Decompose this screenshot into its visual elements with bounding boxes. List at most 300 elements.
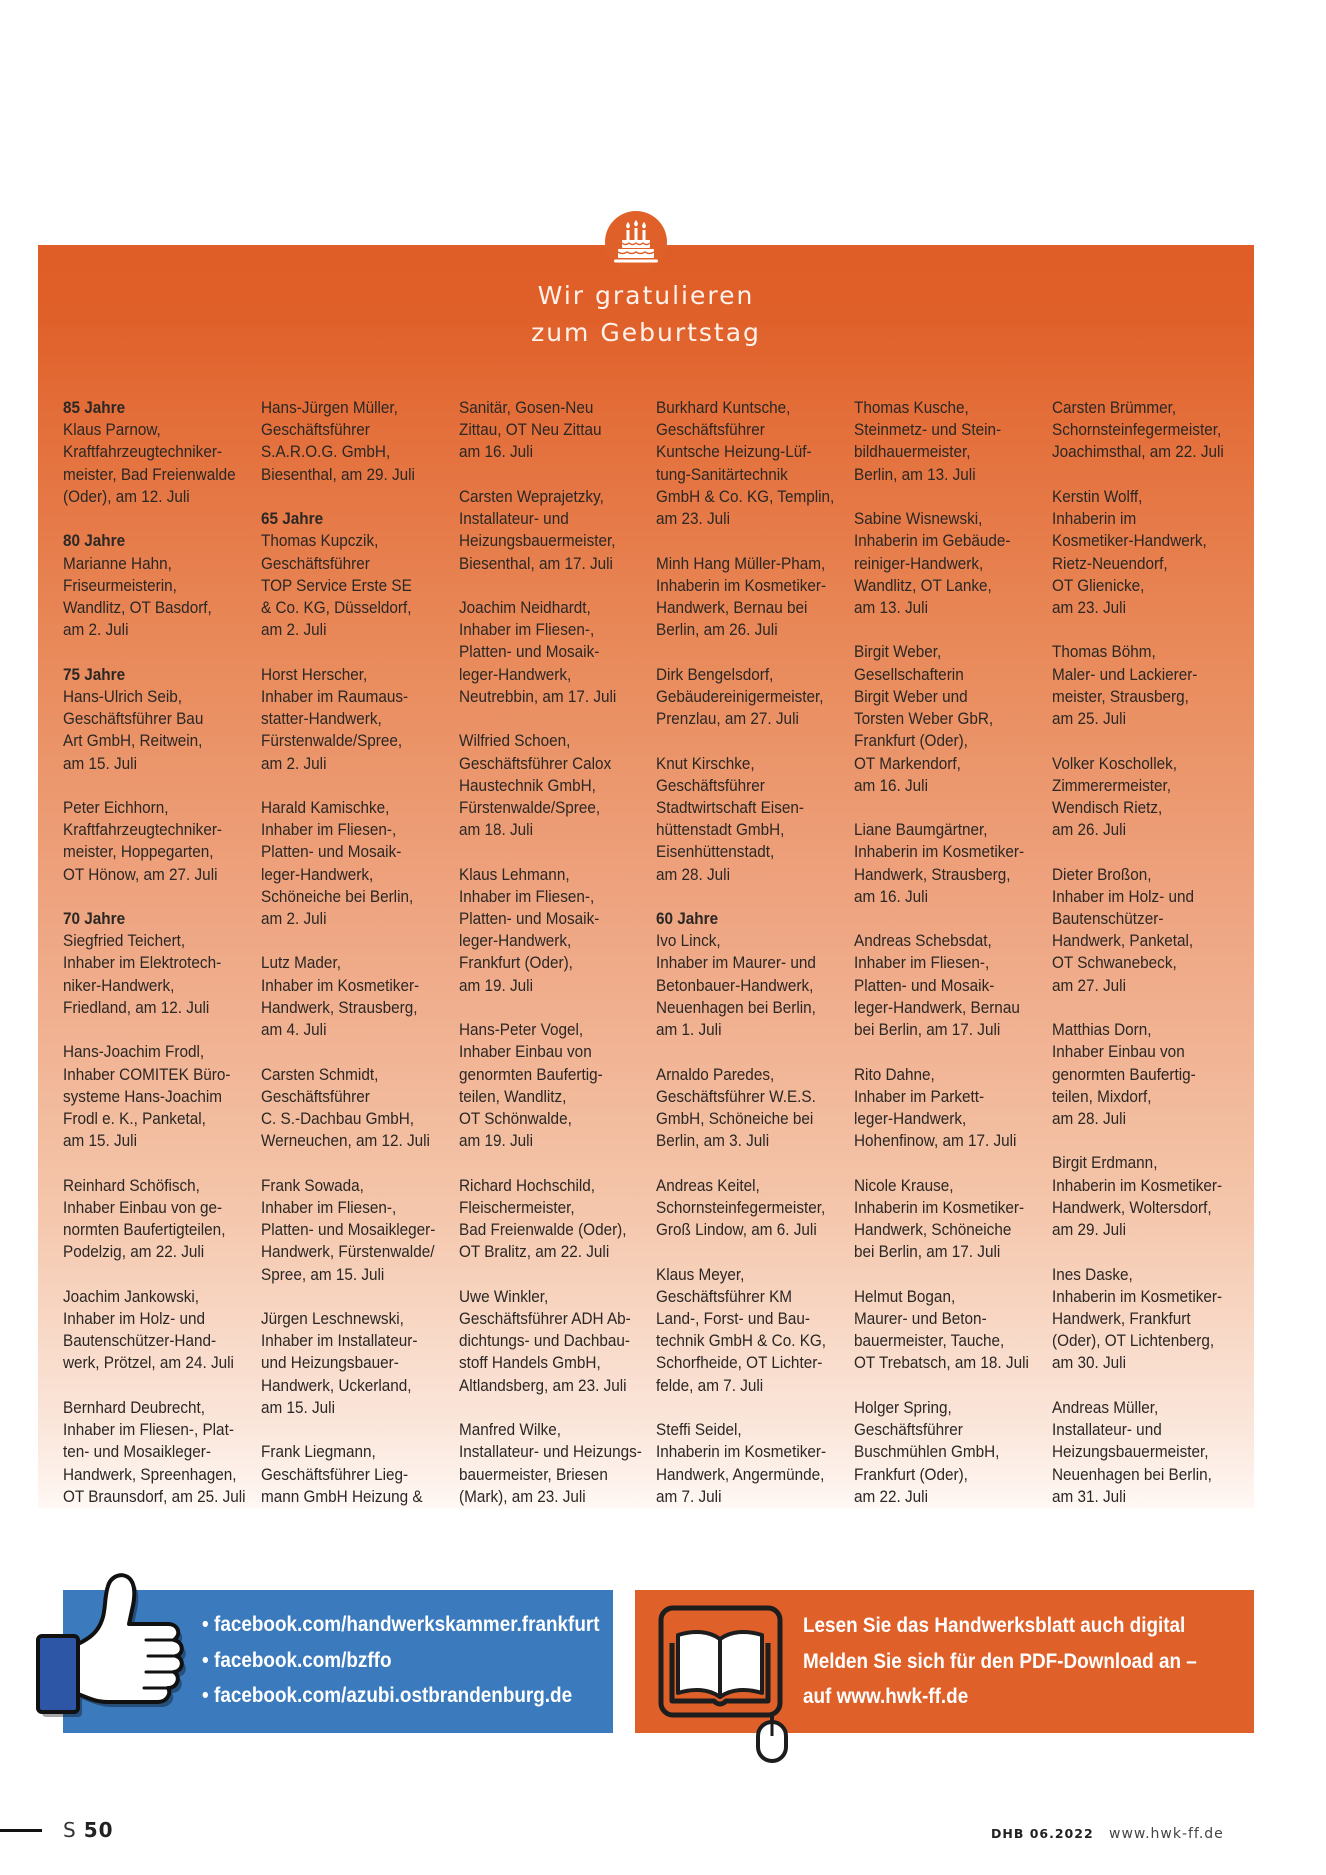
social-links-list — [202, 1607, 644, 1714]
entry-line: am 16. Juli — [854, 775, 929, 795]
entry-line: Frankfurt (Oder), — [458, 953, 573, 973]
entry-line: Geschäftsführer — [260, 553, 370, 573]
entry-line: Geschäftsführer Calox — [458, 753, 611, 773]
entry-line: Geschäftsführer — [656, 775, 766, 795]
entry-line: OT Markendorf, — [854, 753, 962, 773]
entry-line: Spree, am 15. Juli — [260, 1264, 385, 1284]
link-text[interactable]: facebook.com/bzffo — [214, 1648, 392, 1672]
birthday-entry — [1052, 641, 1230, 730]
birthday-cake-icon — [604, 210, 668, 274]
entry-line: Fürstenwalde/Spree, — [260, 731, 402, 751]
entry-line: Holger Spring, — [854, 1397, 952, 1417]
entry-line: (Mark), am 23. Juli — [458, 1486, 586, 1506]
entry-line: Rietz-Neuendorf, — [1051, 553, 1168, 573]
entry-line: Marianne Hahn, — [63, 553, 172, 573]
entry-line: tung-Sanitärtechnik — [656, 464, 789, 484]
birthday-entry — [458, 1419, 642, 1508]
entry-line: Inhaber im Fliesen-, — [260, 1197, 397, 1217]
entry-line: Kuntsche Heizung-Lüf- — [656, 442, 813, 462]
entry-line: Inhaberin im Kosmetiker- — [854, 1197, 1025, 1217]
birthday-entry — [1052, 1152, 1230, 1241]
entry-line: am 22. Juli — [854, 1486, 929, 1506]
entry-line: Bernhard Deubrecht, — [63, 1397, 206, 1417]
entry-line: Handwerk, Angermünde, — [656, 1464, 825, 1484]
birthday-entry — [656, 553, 834, 642]
entry-line: Neutrebbin, am 17. Juli — [458, 686, 616, 706]
entry-line: am 2. Juli — [260, 909, 327, 929]
entry-line: und Heizungsbauer- — [260, 1353, 399, 1373]
entry-line: Maler- und Lackierer- — [1051, 664, 1198, 684]
entry-line: Betonbauer-Handwerk, — [656, 975, 814, 995]
birthday-entry — [261, 1064, 439, 1153]
entry-line: am 19. Juli — [458, 1131, 533, 1151]
bullet: • — [202, 1648, 209, 1672]
entry-line: Joachim Jankowski, — [63, 1286, 200, 1306]
entry-line: am 27. Juli — [1051, 975, 1126, 995]
entry-line: Handwerk, Fürstenwalde/ — [260, 1242, 435, 1262]
age-group-heading: 60 Jahre — [656, 909, 719, 929]
entry-line: Inhaber im Kosmetiker- — [260, 975, 419, 995]
entry-line: Liane Baumgärtner, — [854, 820, 988, 840]
digital-line-3[interactable]: auf www.hwk-ff.de — [803, 1685, 969, 1708]
entry-line: Frank Liegmann, — [260, 1442, 376, 1462]
entry-line: Carsten Brümmer, — [1051, 398, 1177, 417]
entry-line: Biesenthal, am 29. Juli — [260, 464, 415, 484]
footer-website: www.hwk-ff.de — [1109, 1826, 1224, 1842]
birthday-entry — [854, 641, 1032, 797]
entry-line: Carsten Weprajetzky, — [458, 486, 604, 506]
entry-line: Inhaber im Raumaus- — [260, 686, 408, 706]
entry-line: Land-, Forst- und Bau- — [656, 1308, 811, 1328]
birthday-entry — [261, 1441, 439, 1508]
entry-line: Schorfheide, OT Lichter- — [656, 1353, 823, 1373]
entry-line: am 23. Juli — [1051, 597, 1126, 617]
entry-line: am 2. Juli — [260, 753, 327, 773]
entry-line: Geschäftsführer — [656, 420, 766, 440]
entry-line: (Oder), am 12. Juli — [63, 486, 190, 506]
birthday-column — [656, 397, 834, 1508]
entry-line: Ivo Linck, — [656, 931, 722, 951]
birthday-entry — [459, 730, 637, 841]
entry-line: Biesenthal, am 17. Juli — [458, 553, 613, 573]
entry-line: Inhaber Einbau von ge- — [63, 1197, 223, 1217]
birthday-entry — [1052, 753, 1230, 842]
entry-line: Rito Dahne, — [854, 1064, 935, 1084]
birthday-entry — [656, 1419, 834, 1508]
entry-line: Inhaber Einbau von — [458, 1042, 592, 1062]
bullet: • — [202, 1684, 209, 1707]
birthday-entry — [854, 1064, 1032, 1153]
entry-line: Harald Kamischke, — [260, 797, 390, 817]
entry-line: am 15. Juli — [260, 1397, 335, 1417]
entry-line: Burkhard Kuntsche, — [656, 398, 791, 417]
entry-line: Inhaberin im Kosmetiker- — [1051, 1286, 1223, 1306]
birthday-entry — [459, 864, 637, 997]
entry-line: Klaus Parnow, — [63, 420, 161, 440]
entry-line: Handwerk, Uckerland, — [260, 1375, 412, 1395]
entry-line: dichtungs- und Dachbau- — [458, 1331, 630, 1351]
age-group-entry — [63, 664, 241, 775]
birthday-entry — [459, 597, 637, 708]
entry-line: Birgit Weber und — [854, 686, 968, 706]
entry-line: Platten- und Mosaik- — [458, 642, 599, 662]
birthday-entry — [854, 397, 1032, 486]
entry-line: meister, Strausberg, — [1051, 686, 1189, 706]
birthday-column — [458, 397, 642, 1508]
page-number-value: 50 — [83, 1818, 114, 1842]
entry-line: am 19. Juli — [458, 975, 533, 995]
entry-line: Minh Hang Müller-Pham, — [656, 553, 826, 573]
entry-line: ten- und Mosaikleger- — [63, 1442, 211, 1462]
birthday-entry — [1052, 397, 1230, 464]
entry-line: Klaus Meyer, — [656, 1264, 745, 1284]
birthday-entry — [261, 952, 439, 1041]
panel-title-line-1: Wir gratulieren — [537, 281, 755, 310]
birthday-entry — [854, 819, 1032, 908]
birthday-entry — [459, 486, 637, 575]
entry-line: Inhaber im Installateur- — [260, 1331, 418, 1351]
entry-line: Peter Eichhorn, — [63, 797, 169, 817]
birthday-column — [1052, 397, 1230, 1508]
age-group-entry — [63, 530, 241, 641]
entry-line: Inhaberin im Kosmetiker- — [656, 1442, 827, 1462]
thumbs-up-icon — [34, 1570, 194, 1720]
entry-line: Schöneiche bei Berlin, — [260, 886, 414, 906]
entry-line: Handwerk, Panketal, — [1051, 931, 1194, 951]
entry-line: werk, Prötzel, am 24. Juli — [63, 1353, 234, 1373]
entry-line: Birgit Weber, — [854, 642, 942, 662]
entry-line: am 7. Juli — [656, 1486, 722, 1506]
entry-line: Geschäftsführer W.E.S. — [656, 1086, 817, 1106]
entry-line: am 28. Juli — [1051, 1109, 1126, 1128]
digital-line-1: Lesen Sie das Handwerksblatt auch digital — [803, 1614, 1186, 1637]
entry-line: Kosmetiker-Handwerk, — [1051, 531, 1207, 551]
entry-line: Andreas Schebsdat, — [854, 931, 992, 951]
entry-line: OT Schwanebeck, — [1051, 953, 1177, 973]
entry-line: Manfred Wilke, — [458, 1420, 561, 1440]
entry-line: stoff Handels GmbH, — [458, 1353, 601, 1373]
birthday-column — [261, 397, 439, 1508]
entry-line: Kraftfahrzeugtechniker- — [63, 442, 223, 462]
entry-line: Dirk Bengelsdorf, — [656, 664, 774, 684]
entry-line: Hans-Peter Vogel, — [458, 1020, 583, 1040]
birthday-list — [63, 397, 1250, 1508]
entry-line: am 4. Juli — [260, 1020, 327, 1040]
birthday-entry — [854, 1286, 1032, 1375]
birthday-entry — [854, 508, 1032, 619]
entry-line: Inhaberin im — [1051, 509, 1137, 529]
entry-line: Inhaberin im Kosmetiker- — [1051, 1175, 1223, 1195]
entry-line: Platten- und Mosaik- — [260, 842, 402, 862]
age-group-entry — [656, 908, 834, 1041]
age-group-entry — [63, 397, 241, 508]
entry-line: Ines Daske, — [1051, 1264, 1133, 1284]
age-group-heading: 65 Jahre — [260, 509, 323, 529]
entry-line: am 25. Juli — [1051, 709, 1126, 729]
link-text[interactable]: facebook.com/azubi.ostbrandenburg.de — [214, 1684, 573, 1707]
birthday-entry — [854, 1175, 1032, 1264]
entry-line: Hans-Jürgen Müller, — [260, 398, 398, 417]
entry-line: Lutz Mader, — [260, 953, 341, 973]
entry-line: am 26. Juli — [1051, 820, 1126, 840]
entry-line: am 30. Juli — [1051, 1353, 1126, 1373]
birthday-column — [854, 397, 1032, 1508]
entry-line: Schornsteinfegermeister, — [656, 1197, 826, 1217]
age-group-entry — [261, 508, 439, 641]
birthday-entry — [459, 397, 637, 464]
entry-line: am 15. Juli — [63, 1131, 137, 1151]
entry-line: Handwerk, Bernau bei — [656, 597, 808, 617]
age-group-entry — [63, 908, 241, 1019]
entry-line: genormten Baufertig- — [1051, 1064, 1196, 1084]
entry-line: Handwerk, Spreenhagen, — [63, 1464, 237, 1484]
entry-line: bei Berlin, am 17. Juli — [854, 1242, 1001, 1262]
entry-line: S.A.R.O.G. GmbH, — [260, 442, 391, 462]
entry-line: Wendisch Rietz, — [1051, 797, 1163, 817]
entry-line: am 2. Juli — [63, 620, 129, 640]
entry-line: OT Braunsdorf, am 25. Juli — [63, 1486, 246, 1506]
entry-line: Berlin, am 13. Juli — [854, 464, 976, 484]
entry-line: am 29. Juli — [1051, 1220, 1126, 1240]
entry-line: TOP Service Erste SE — [260, 575, 412, 595]
entry-line: Carsten Schmidt, — [260, 1064, 379, 1084]
entry-line: Wandlitz, OT Basdorf, — [63, 597, 212, 617]
entry-line: Inhaber im Holz- und — [1051, 886, 1195, 906]
age-group-heading: 80 Jahre — [63, 531, 126, 551]
birthday-entry — [854, 930, 1032, 1041]
birthday-entry — [1052, 1019, 1230, 1130]
entry-line: Altlandsberg, am 23. Juli — [458, 1375, 627, 1395]
entry-line: OT Trebatsch, am 18. Juli — [854, 1353, 1030, 1373]
facebook-link-bzffo[interactable] — [202, 1643, 600, 1679]
entry-line: Inhaber im Fliesen-, — [854, 953, 990, 973]
birthday-entry — [261, 797, 439, 930]
entry-line: systeme Hans-Joachim — [63, 1086, 223, 1106]
ebook-mouse-icon — [654, 1603, 794, 1765]
entry-line: Maurer- und Beton- — [854, 1308, 987, 1328]
entry-line: Schornsteinfegermeister, — [1051, 420, 1222, 440]
entry-line: Jürgen Leschnewski, — [260, 1308, 404, 1328]
birthday-entry — [1052, 1264, 1230, 1375]
bullet: • — [202, 1613, 209, 1636]
entry-line: & Co. KG, Düsseldorf, — [260, 597, 412, 617]
birthday-entry — [261, 664, 439, 775]
entry-line: Thomas Böhm, — [1051, 642, 1156, 662]
facebook-link-handwerkskammer[interactable] — [202, 1607, 600, 1643]
entry-line: Frankfurt (Oder), — [854, 1464, 969, 1484]
entry-line: Installateur- und — [458, 509, 569, 529]
entry-line: OT Hönow, am 27. Juli — [63, 864, 218, 884]
entry-line: (Oder), OT Lichtenberg, — [1051, 1331, 1215, 1351]
entry-line: Handwerk, Frankfurt — [1051, 1308, 1191, 1328]
birthday-entry — [63, 1175, 241, 1264]
entry-line: Hohenfinow, am 17. Juli — [854, 1131, 1017, 1151]
entry-line: Inhaber im Holz- und — [63, 1308, 206, 1328]
entry-line: Inhaber Einbau von — [1051, 1042, 1185, 1062]
entry-line: Groß Lindow, am 6. Juli — [656, 1220, 818, 1240]
entry-line: Handwerk, Schöneiche — [854, 1220, 1012, 1240]
entry-line: am 15. Juli — [63, 753, 137, 773]
entry-line: Inhaber COMITEK Büro- — [63, 1064, 231, 1084]
entry-line: OT Glienicke, — [1051, 575, 1145, 595]
entry-line: am 23. Juli — [656, 509, 731, 529]
entry-line: Joachimsthal, am 22. Juli — [1051, 442, 1224, 462]
entry-line: Sabine Wisnewski, — [854, 509, 983, 529]
entry-line: OT Bralitz, am 22. Juli — [458, 1242, 609, 1262]
entry-line: reiniger-Handwerk, — [854, 553, 984, 573]
entry-line: mann GmbH Heizung & — [260, 1486, 423, 1506]
entry-line: Helmut Bogan, — [854, 1286, 956, 1306]
entry-line: Knut Kirschke, — [656, 753, 756, 773]
entry-line: Handwerk, Strausberg, — [854, 864, 1011, 884]
birthday-entry — [1052, 1397, 1230, 1508]
birthday-entry — [63, 1041, 241, 1152]
entry-line: Installateur- und Heizungs- — [458, 1442, 642, 1462]
entry-line: bildhauermeister, — [854, 442, 971, 462]
entry-line: am 13. Juli — [854, 597, 929, 617]
entry-line: Friedland, am 12. Juli — [63, 997, 210, 1017]
entry-line: Inhaber im Elektrotech- — [63, 953, 222, 973]
entry-line: Geschäftsführer Bau — [63, 709, 204, 729]
entry-line: Zimmerermeister, — [1051, 775, 1171, 795]
entry-line: Hans-Joachim Frodl, — [63, 1042, 205, 1062]
entry-line: Handwerk, Woltersdorf, — [1051, 1197, 1212, 1217]
digital-line-2: Melden Sie sich für den PDF-Download an – — [803, 1649, 1197, 1673]
entry-line: Gebäudereinigermeister, — [656, 686, 824, 706]
age-group-heading: 75 Jahre — [63, 664, 126, 684]
entry-line: Neuenhagen bei Berlin, — [1051, 1464, 1212, 1484]
entry-line: Inhaber im Parkett- — [854, 1086, 985, 1106]
entry-line: am 2. Juli — [260, 620, 327, 640]
entry-line: Haustechnik GmbH, — [458, 775, 596, 795]
entry-line: Werneuchen, am 12. Juli — [260, 1131, 430, 1151]
page-number — [63, 1818, 114, 1842]
entry-line: Matthias Dorn, — [1051, 1020, 1152, 1040]
entry-line: Platten- und Mosaikleger- — [260, 1220, 436, 1240]
entry-line: Klaus Lehmann, — [458, 864, 570, 884]
age-group-heading: 70 Jahre — [63, 909, 126, 929]
birthday-entry — [656, 664, 834, 731]
entry-line: Podelzig, am 22. Juli — [63, 1242, 205, 1262]
entry-line: OT Schönwalde, — [458, 1109, 572, 1128]
entry-line: Frank Sowada, — [260, 1175, 364, 1195]
age-group-heading: 85 Jahre — [63, 398, 126, 417]
entry-line: C. S.-Dachbau GmbH, — [260, 1109, 414, 1128]
entry-line: Kerstin Wolff, — [1051, 486, 1143, 506]
entry-line: Siegfried Teichert, — [63, 931, 186, 951]
entry-line: Fleischermeister, — [458, 1197, 575, 1217]
birthday-entry — [854, 1397, 1032, 1508]
entry-line: teilen, Wandlitz, — [458, 1086, 567, 1106]
entry-line: normten Baufertigteilen, — [63, 1220, 226, 1240]
entry-line: Inhaber im Fliesen-, — [458, 620, 594, 640]
entry-line: Hans-Ulrich Seib, — [63, 686, 183, 706]
entry-line: bauermeister, Tauche, — [854, 1331, 1005, 1351]
entry-line: felde, am 7. Juli — [656, 1375, 764, 1395]
birthday-column — [63, 397, 246, 1508]
entry-line: leger-Handwerk, Bernau — [854, 997, 1021, 1017]
link-text[interactable]: facebook.com/handwerkskammer.frankfurt — [214, 1613, 600, 1636]
entry-line: am 16. Juli — [854, 886, 929, 906]
entry-line: Sanitär, Gosen-Neu — [458, 398, 593, 417]
entry-line: statter-Handwerk, — [260, 709, 382, 729]
entry-line: Friseurmeisterin, — [63, 575, 177, 595]
entry-line: leger-Handwerk, — [458, 931, 571, 951]
entry-line: Prenzlau, am 27. Juli — [656, 709, 800, 729]
entry-line: Handwerk, Strausberg, — [260, 997, 418, 1017]
facebook-link-azubi[interactable] — [202, 1678, 600, 1714]
entry-line: Inhaber im Fliesen-, — [458, 886, 594, 906]
entry-line: Bad Freienwalde (Oder), — [458, 1220, 627, 1240]
entry-line: Frankfurt (Oder), — [854, 731, 969, 751]
entry-line: am 31. Juli — [1051, 1486, 1126, 1506]
entry-line: Heizungsbauermeister, — [458, 531, 616, 551]
footer-rule — [0, 1829, 42, 1832]
entry-line: am 18. Juli — [458, 820, 533, 840]
entry-line: teilen, Mixdorf, — [1051, 1086, 1152, 1106]
entry-line: leger-Handwerk, — [854, 1109, 967, 1128]
birthday-entry — [63, 1397, 246, 1508]
entry-line: Geschäftsführer — [854, 1420, 964, 1440]
entry-line: am 16. Juli — [458, 442, 533, 462]
birthday-entry — [459, 1019, 637, 1152]
entry-line: Buschmühlen GmbH, — [854, 1442, 1000, 1462]
entry-line: GmbH & Co. KG, Templin, — [656, 486, 835, 506]
entry-line: Steffi Seidel, — [656, 1420, 743, 1440]
birthday-entry — [656, 753, 834, 886]
birthday-entry — [261, 1175, 439, 1286]
entry-line: Art GmbH, Reitwein, — [63, 731, 203, 751]
entry-line: Heizungsbauermeister, — [1051, 1442, 1209, 1462]
entry-line: Bautenschützer-Hand- — [63, 1331, 217, 1351]
entry-line: Wandlitz, OT Lanke, — [854, 575, 992, 595]
entry-line: Richard Hochschild, — [458, 1175, 595, 1195]
entry-line: leger-Handwerk, — [458, 664, 571, 684]
entry-line: Andreas Müller, — [1051, 1397, 1159, 1417]
entry-line: Dieter Broßon, — [1051, 864, 1152, 884]
birthday-entry — [1052, 864, 1230, 997]
panel-title-line-2: zum Geburtstag — [531, 318, 761, 347]
entry-line: Inhaberin im Gebäude- — [854, 531, 1011, 551]
entry-line: Joachim Neidhardt, — [458, 597, 591, 617]
entry-line: Inhaber im Fliesen-, — [260, 820, 397, 840]
entry-line: Thomas Kusche, — [854, 398, 969, 417]
birthday-entry — [459, 1175, 637, 1264]
entry-line: leger-Handwerk, — [260, 864, 374, 884]
entry-line: Stadtwirtschaft Eisen- — [656, 797, 805, 817]
entry-line: Kraftfahrzeugtechniker- — [63, 820, 223, 840]
birthday-entry — [656, 1264, 834, 1397]
entry-line: bauermeister, Briesen — [458, 1464, 608, 1484]
entry-line: Arnaldo Paredes, — [656, 1064, 775, 1084]
entry-line: Birgit Erdmann, — [1051, 1153, 1158, 1173]
entry-line: Fürstenwalde/Spree, — [458, 797, 600, 817]
birthday-entry — [656, 1064, 834, 1153]
entry-line: Volker Koschollek, — [1051, 753, 1177, 773]
entry-line: genormten Baufertig- — [458, 1064, 603, 1084]
entry-line: Frodl e. K., Panketal, — [63, 1109, 206, 1128]
entry-line: am 28. Juli — [656, 864, 731, 884]
entry-line: Torsten Weber GbR, — [854, 709, 994, 729]
birthday-entry — [261, 1308, 439, 1419]
entry-line: Berlin, am 3. Juli — [656, 1131, 770, 1151]
entry-line: GmbH, Schöneiche bei — [656, 1109, 814, 1128]
entry-line: Platten- und Mosaik- — [854, 975, 995, 995]
entry-line: hüttenstadt GmbH, — [656, 820, 785, 840]
entry-line: Inhaberin im Kosmetiker- — [656, 575, 827, 595]
entry-line: technik GmbH & Co. KG, — [656, 1331, 827, 1351]
entry-line: Inhaber im Fliesen-, Plat- — [63, 1420, 234, 1440]
